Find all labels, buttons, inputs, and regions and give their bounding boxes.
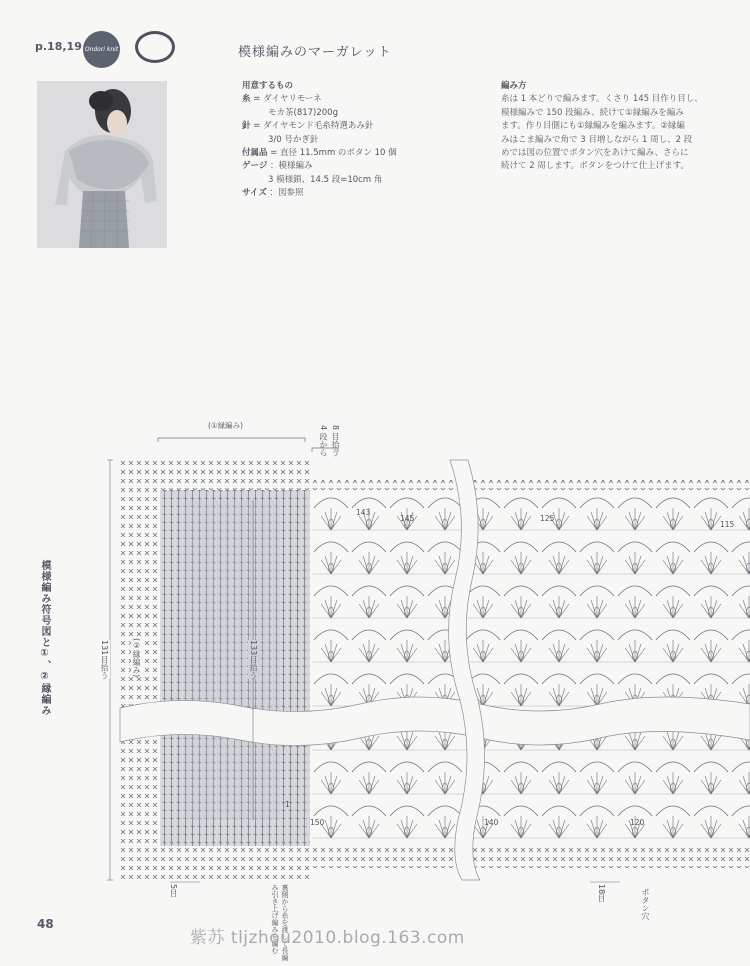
- instruction-line: 糸は 1 本どりで編みます。くさり 145 目作り目し、: [501, 94, 703, 105]
- row-mark-140: 140: [484, 818, 499, 827]
- gauge-label: ゲージ: [242, 161, 268, 172]
- materials-block: [242, 80, 397, 201]
- gauge-line1: ：模様編み: [270, 161, 313, 172]
- size-label: サイズ: [242, 188, 267, 199]
- instruction-line: ます。作り目側にも①縁編みを編みます。②縁編: [501, 121, 685, 132]
- crochet-chart: [0, 400, 750, 920]
- watermark: 紫苏 tljzhou2010.blog.163.com: [190, 928, 465, 948]
- gauge-line2: 3 模様鎖、14.5 段=10cm 角: [268, 174, 383, 185]
- instructions-heading: 編み方: [501, 81, 527, 91]
- row-mark-115: 115: [720, 520, 735, 529]
- page-reference: p.18,19: [35, 40, 82, 53]
- instruction-line: みはこま編みで角で 3 目増しながら 1 周し、2 段: [501, 134, 693, 145]
- row-mark-145: 145: [400, 514, 415, 523]
- row-mark-125: 125: [540, 514, 555, 523]
- instruction-line: 続けて 2 周します。ボタンをつけて仕上げます。: [501, 161, 689, 172]
- button-hole-label: ボタン穴: [641, 888, 650, 920]
- section-ring-icon: [135, 31, 175, 63]
- edging2-label: (②縁編み): [132, 638, 141, 678]
- row-mark-120: 120: [630, 818, 645, 827]
- chain-note: 裏側から糸を渡して長編み引き上げ編みを編む: [271, 884, 289, 961]
- row-mark-1: 1: [285, 800, 290, 809]
- materials-heading: 用意するもの: [242, 81, 294, 91]
- instruction-line: 模様編みで 150 段編み、続けて①縁編みを編み: [501, 107, 684, 118]
- edging1-label: (①縁編み): [208, 421, 244, 430]
- model-figure-icon: [37, 81, 167, 248]
- rows-4-label: 4 段から: [319, 425, 328, 457]
- needle-label: 針: [242, 121, 251, 132]
- diagram-title: 模様編み符号図と①、②縁編み: [39, 560, 50, 716]
- needle-line1: = ダイヤモンド毛糸特選あみ針: [253, 121, 374, 132]
- instructions-block: [501, 80, 719, 174]
- size-value: ：図参照: [269, 188, 304, 199]
- needle-line2: 3/0 号かぎ針: [268, 134, 319, 145]
- pick-133-label: 133目拾う: [249, 640, 258, 680]
- row-mark-150: 150: [310, 818, 325, 827]
- notions-label: 付属品: [242, 148, 268, 159]
- pick-131-label: 131目拾う: [100, 640, 109, 680]
- notions-value: = 直径 11.5mm のボタン 10 個: [270, 148, 397, 159]
- brand-badge: Ondori knit: [83, 31, 120, 68]
- mark-18: 18目: [597, 884, 606, 903]
- page-number: 48: [37, 917, 54, 931]
- yarn-label: 糸: [242, 94, 251, 105]
- model-photo: [37, 81, 167, 248]
- instruction-line: めでは図の位置でボタン穴をあけて編み、さらに: [501, 148, 689, 159]
- mark-5: 5目: [169, 884, 178, 898]
- page-title: 模様編みのマーガレット: [238, 45, 392, 60]
- row-mark-143: 143: [356, 508, 371, 517]
- yarn-line1: = ダイヤリモーネ: [253, 94, 322, 105]
- yarn-line2: モカ茶(817)200g: [268, 107, 338, 118]
- rows-8-label: 8 目拾う: [331, 425, 340, 457]
